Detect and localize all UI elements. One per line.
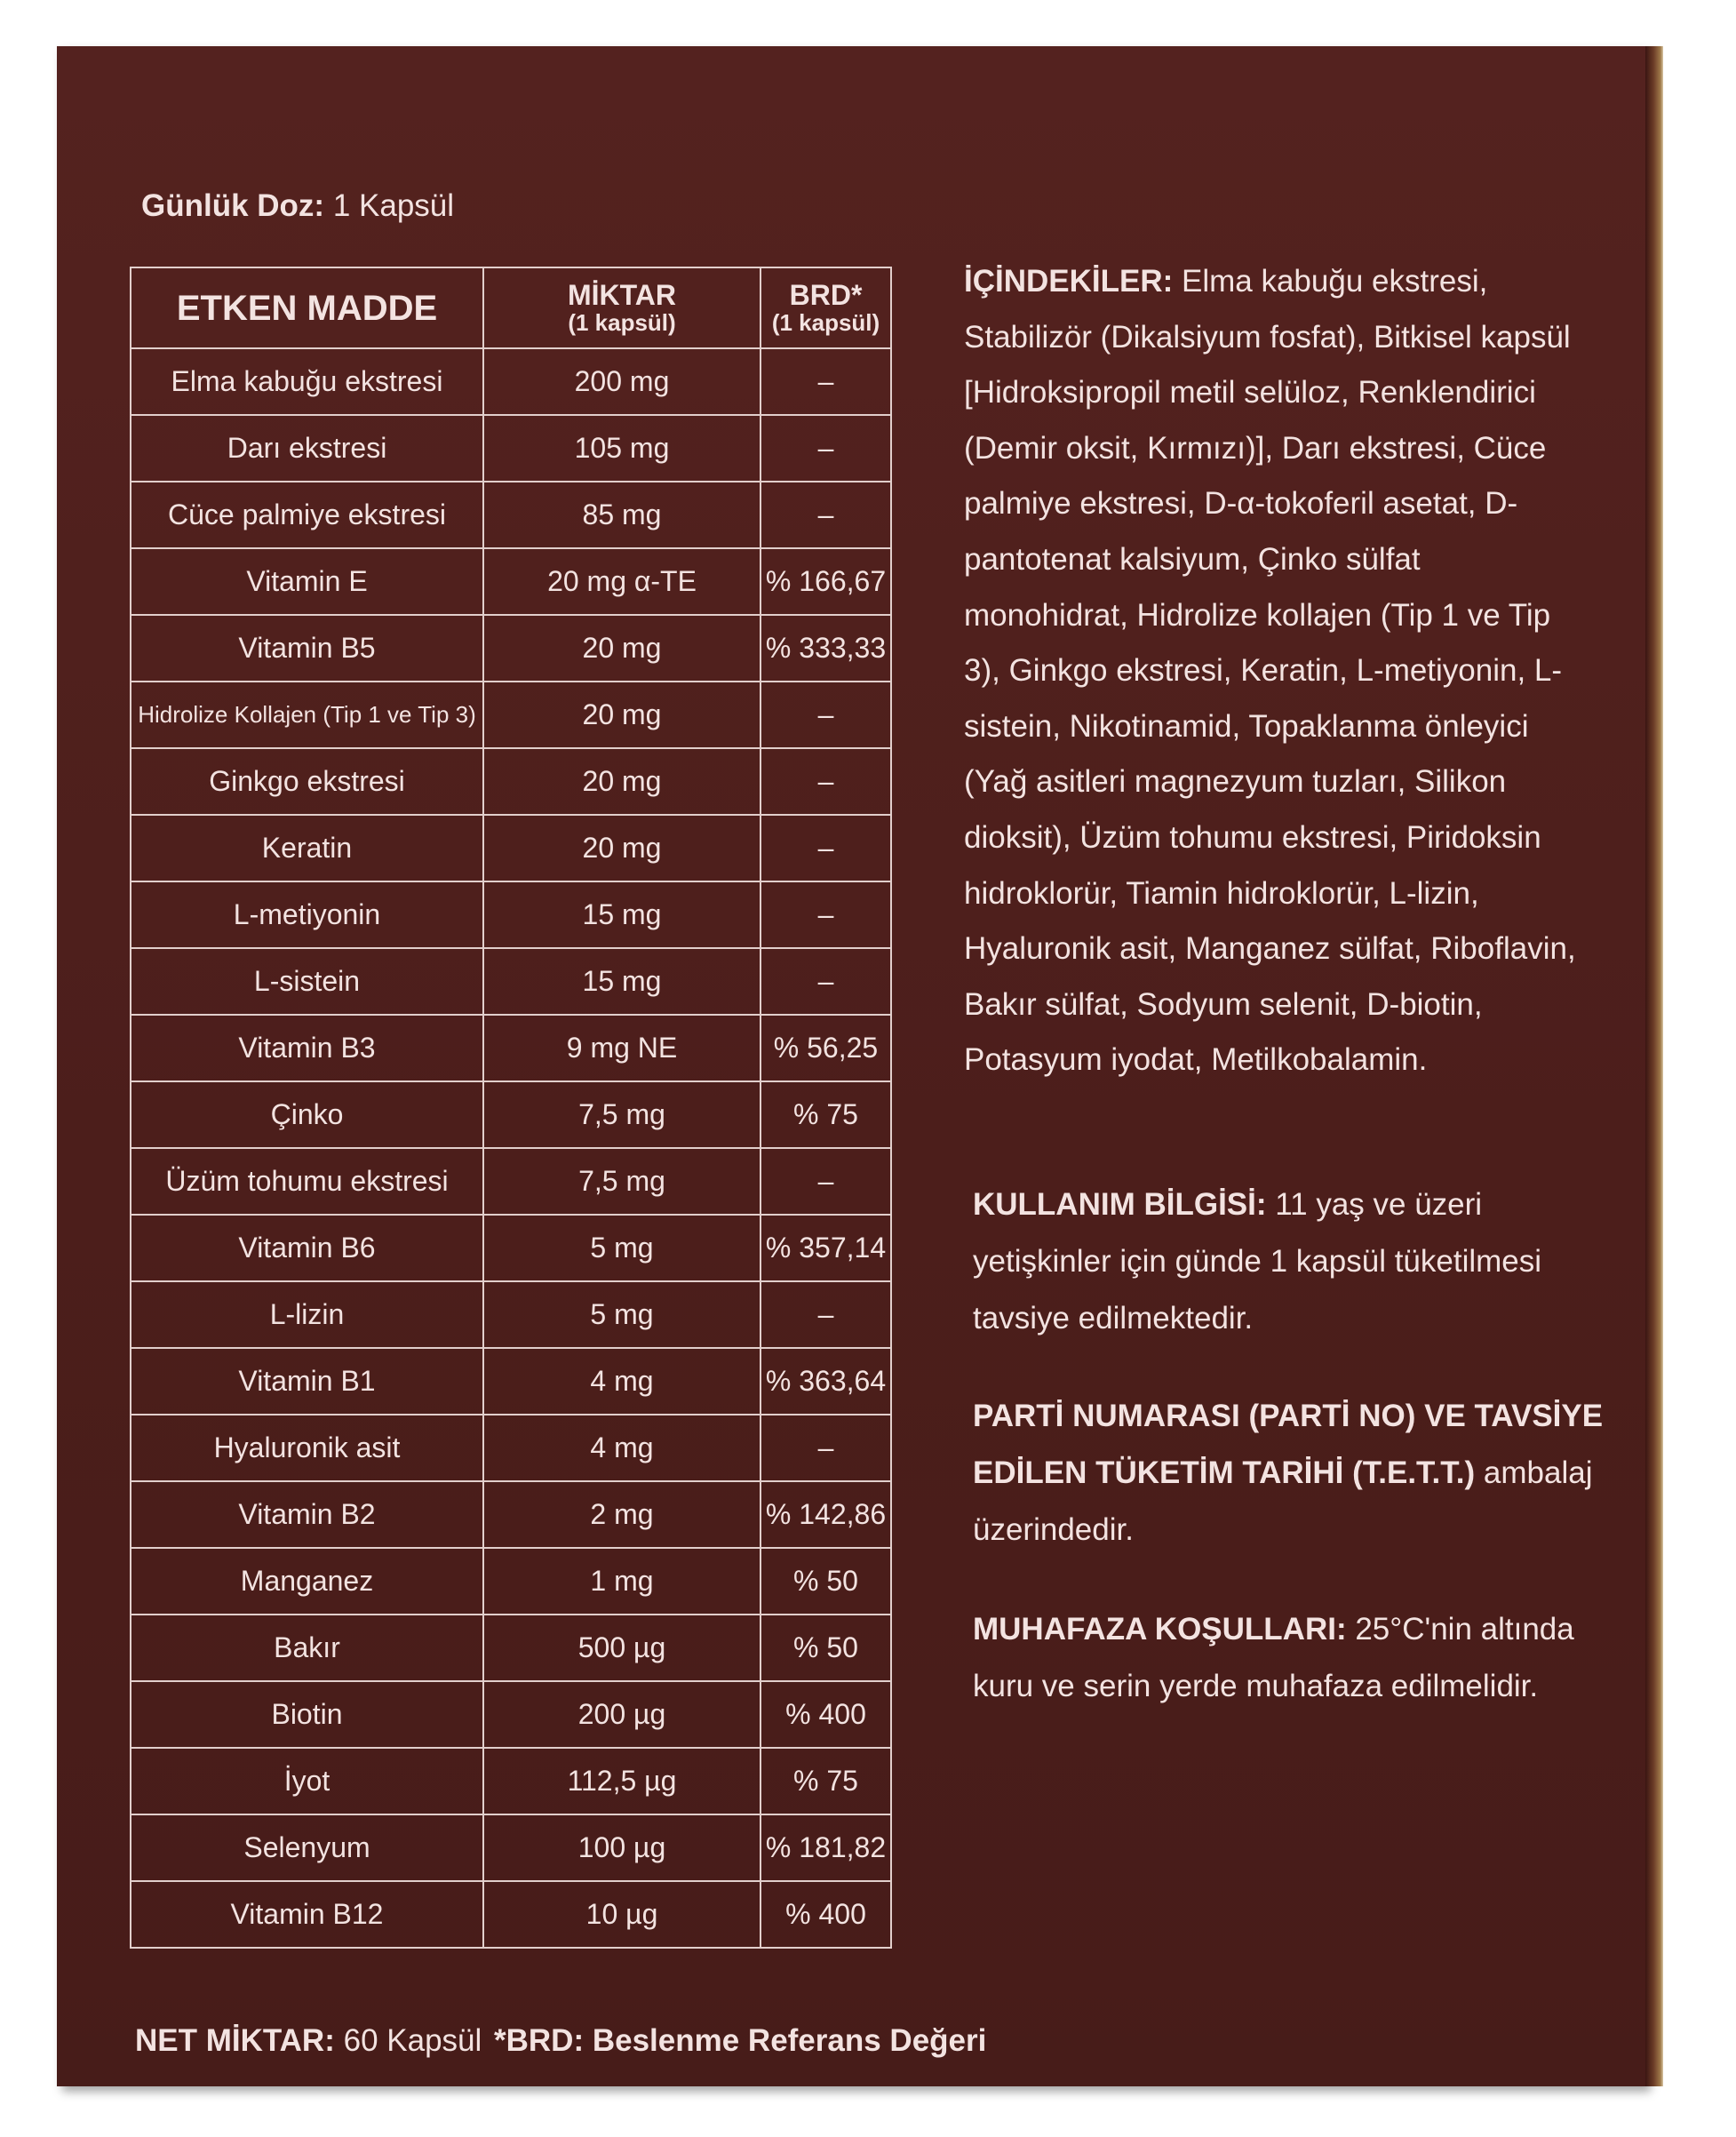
amount-cell: 7,5 mg bbox=[483, 1148, 760, 1215]
table-row bbox=[131, 948, 891, 1015]
brd-cell: – bbox=[760, 348, 891, 415]
table-row bbox=[131, 1015, 891, 1081]
amount-cell: 20 mg bbox=[483, 748, 760, 815]
amount-cell: 15 mg bbox=[483, 948, 760, 1015]
table-row bbox=[131, 815, 891, 881]
brd-cell: – bbox=[760, 748, 891, 815]
ingredient-cell: Vitamin B3 bbox=[131, 1015, 483, 1081]
brd-cell: % 357,14 bbox=[760, 1215, 891, 1281]
header-brd-sublabel: (1 kapsül) bbox=[771, 308, 880, 336]
ingredient-cell: Hyaluronik asit bbox=[131, 1415, 483, 1481]
brd-cell: – bbox=[760, 482, 891, 548]
ingredient-cell: L-metiyonin bbox=[131, 881, 483, 948]
batch-text: ambalaj üzerindedir. bbox=[973, 1455, 1593, 1547]
amount-cell: 20 mg bbox=[483, 682, 760, 748]
ingredient-cell: Vitamin B6 bbox=[131, 1215, 483, 1281]
ingredient-cell: Keratin bbox=[131, 815, 483, 881]
header-amount-label: MİKTAR bbox=[567, 279, 677, 312]
ingredient-cell: Biotin bbox=[131, 1681, 483, 1748]
ingredient-cell: Vitamin B2 bbox=[131, 1481, 483, 1548]
brd-cell: % 142,86 bbox=[760, 1481, 891, 1548]
table-row bbox=[131, 881, 891, 948]
amount-cell: 500 µg bbox=[483, 1615, 760, 1681]
table-row bbox=[131, 1615, 891, 1681]
header-amount bbox=[483, 267, 760, 348]
ingredient-cell: Vitamin B5 bbox=[131, 615, 483, 682]
brd-cell: % 181,82 bbox=[760, 1814, 891, 1881]
table-row bbox=[131, 1348, 891, 1415]
brd-cell: % 50 bbox=[760, 1615, 891, 1681]
ingredients-text: Elma kabuğu ekstresi, Stabilizör (Dikalsiyum fosfat), Bitkisel kapsül [Hidroksipropil metil selüloz, Renklendirici (Demir oksit, Kırmızı)], Darı ekstresi, Cüce palmiye ekstresi, D-α-tokoferil asetat, D-pantotenat kalsiyum, Çinko sülfat monohidrat, Hidrolize kollajen (Tip 1 ve Tip 3), Ginkgo ekstresi, Keratin, L-metiyonin, L-sistein, Nikotinamid, Topaklanma önleyici (Yağ asitleri magnezyum tuzları, Silikon dioksit), Üzüm tohumu ekstresi, Piridoksin hidroklorür, Tiamin hidroklorür, L-lizin, Hyaluronik asit, Manganez sülfat, Riboflavin, Bakır sülfat, Sodyum selenit, D-biotin, Potasyum iyodat, Metilkobalamin. bbox=[964, 264, 1576, 1078]
header-ingredient bbox=[131, 267, 483, 348]
table-row bbox=[131, 1881, 891, 1948]
ingredient-cell: Darı ekstresi bbox=[131, 415, 483, 482]
table-row bbox=[131, 348, 891, 415]
header-brd-label: BRD* bbox=[789, 279, 863, 312]
brd-cell: – bbox=[760, 948, 891, 1015]
amount-cell: 200 µg bbox=[483, 1681, 760, 1748]
header-ingredient-label: ETKEN MADDE bbox=[176, 288, 438, 328]
brd-cell: – bbox=[760, 682, 891, 748]
table-row bbox=[131, 415, 891, 482]
brd-cell: – bbox=[760, 1415, 891, 1481]
amount-cell: 2 mg bbox=[483, 1481, 760, 1548]
brd-footnote: *BRD: Beslenme Referans Değeri bbox=[494, 2023, 987, 2058]
storage-block bbox=[973, 1601, 1613, 1715]
daily-dose-label: Günlük Doz: bbox=[141, 188, 325, 223]
brd-cell: – bbox=[760, 1281, 891, 1348]
daily-dose bbox=[141, 188, 454, 224]
ingredient-cell: Selenyum bbox=[131, 1814, 483, 1881]
brd-cell: – bbox=[760, 881, 891, 948]
header-amount-sublabel: (1 kapsül) bbox=[568, 308, 676, 336]
table-header-row bbox=[131, 267, 891, 348]
ingredient-cell: Vitamin B12 bbox=[131, 1881, 483, 1948]
brd-cell: % 400 bbox=[760, 1881, 891, 1948]
amount-cell: 9 mg NE bbox=[483, 1015, 760, 1081]
storage-text: 25°C'nin altında kuru ve serin yerde muhafaza edilmelidir. bbox=[973, 1612, 1574, 1703]
table-row bbox=[131, 1814, 891, 1881]
table-row bbox=[131, 748, 891, 815]
table-row bbox=[131, 1748, 891, 1814]
amount-cell: 85 mg bbox=[483, 482, 760, 548]
amount-cell: 10 µg bbox=[483, 1881, 760, 1948]
header-brd bbox=[760, 267, 891, 348]
brd-cell: % 363,64 bbox=[760, 1348, 891, 1415]
table-row bbox=[131, 1215, 891, 1281]
table-row bbox=[131, 682, 891, 748]
ingredient-cell: Cüce palmiye ekstresi bbox=[131, 482, 483, 548]
storage-label: MUHAFAZA KOŞULLARI: bbox=[973, 1612, 1347, 1647]
amount-cell: 112,5 µg bbox=[483, 1748, 760, 1814]
brd-cell: % 400 bbox=[760, 1681, 891, 1748]
net-amount-label: NET MİKTAR: bbox=[135, 2023, 335, 2058]
brd-cell: – bbox=[760, 1148, 891, 1215]
package-panel bbox=[57, 46, 1645, 2086]
ingredients-label: İÇİNDEKİLER: bbox=[964, 264, 1174, 299]
ingredient-cell: Vitamin B1 bbox=[131, 1348, 483, 1415]
daily-dose-value: 1 Kapsül bbox=[324, 188, 455, 223]
amount-cell: 200 mg bbox=[483, 348, 760, 415]
ingredient-cell: Bakır bbox=[131, 1615, 483, 1681]
table-row bbox=[131, 1081, 891, 1148]
brd-cell: % 166,67 bbox=[760, 548, 891, 615]
table-row bbox=[131, 615, 891, 682]
brd-cell: % 333,33 bbox=[760, 615, 891, 682]
amount-cell: 5 mg bbox=[483, 1215, 760, 1281]
ingredient-cell: Ginkgo ekstresi bbox=[131, 748, 483, 815]
brd-cell: % 50 bbox=[760, 1548, 891, 1615]
table-row bbox=[131, 1148, 891, 1215]
table-row bbox=[131, 1481, 891, 1548]
usage-label: KULLANIM BİLGİSİ: bbox=[973, 1187, 1267, 1222]
brd-cell: – bbox=[760, 415, 891, 482]
brd-cell: % 56,25 bbox=[760, 1015, 891, 1081]
table-row bbox=[131, 548, 891, 615]
table-row bbox=[131, 1681, 891, 1748]
amount-cell: 4 mg bbox=[483, 1415, 760, 1481]
brd-cell: – bbox=[760, 815, 891, 881]
brd-cell: % 75 bbox=[760, 1081, 891, 1148]
ingredient-cell: Elma kabuğu ekstresi bbox=[131, 348, 483, 415]
ingredient-cell: L-lizin bbox=[131, 1281, 483, 1348]
table-row bbox=[131, 1281, 891, 1348]
brd-cell: % 75 bbox=[760, 1748, 891, 1814]
usage-block bbox=[973, 1176, 1613, 1347]
ingredient-cell: Hidrolize Kollajen (Tip 1 ve Tip 3) bbox=[131, 682, 483, 748]
nutrition-table bbox=[130, 267, 892, 1949]
batch-label: PARTİ NUMARASI (PARTİ NO) VE TAVSİYE EDİLEN TÜKETİM TARİHİ (T.E.T.T.) bbox=[973, 1399, 1604, 1490]
net-amount bbox=[135, 2023, 482, 2059]
amount-cell: 20 mg bbox=[483, 615, 760, 682]
table-row bbox=[131, 1415, 891, 1481]
amount-cell: 100 µg bbox=[483, 1814, 760, 1881]
ingredient-cell: Üzüm tohumu ekstresi bbox=[131, 1148, 483, 1215]
ingredient-cell: L-sistein bbox=[131, 948, 483, 1015]
amount-cell: 105 mg bbox=[483, 415, 760, 482]
table-body bbox=[131, 348, 891, 1948]
usage-text: 11 yaş ve üzeri yetişkinler için günde 1 kapsül tüketilmesi tavsiye edilmektedir. bbox=[973, 1187, 1542, 1336]
batch-block bbox=[973, 1388, 1613, 1559]
ingredient-cell: Manganez bbox=[131, 1548, 483, 1615]
ingredients-block bbox=[964, 254, 1586, 1088]
ingredient-cell: Çinko bbox=[131, 1081, 483, 1148]
amount-cell: 20 mg α-TE bbox=[483, 548, 760, 615]
amount-cell: 20 mg bbox=[483, 815, 760, 881]
ingredient-cell: İyot bbox=[131, 1748, 483, 1814]
table-row bbox=[131, 1548, 891, 1615]
amount-cell: 5 mg bbox=[483, 1281, 760, 1348]
ingredient-cell: Vitamin E bbox=[131, 548, 483, 615]
table-row bbox=[131, 482, 891, 548]
amount-cell: 1 mg bbox=[483, 1548, 760, 1615]
amount-cell: 15 mg bbox=[483, 881, 760, 948]
net-amount-value: 60 Kapsül bbox=[334, 2023, 482, 2058]
amount-cell: 4 mg bbox=[483, 1348, 760, 1415]
amount-cell: 7,5 mg bbox=[483, 1081, 760, 1148]
